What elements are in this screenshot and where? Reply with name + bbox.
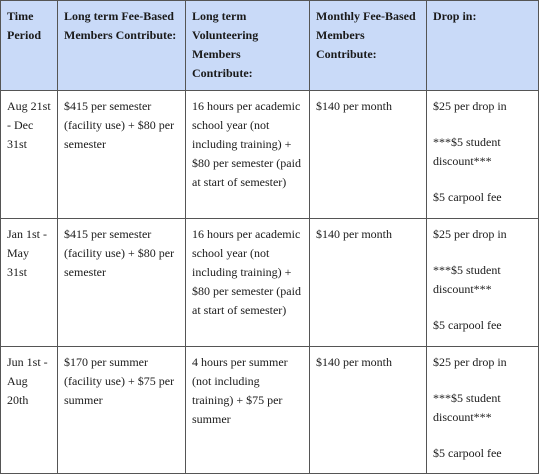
- drop-in-carpool: $5 carpool fee: [433, 318, 502, 332]
- cell-monthly: $140 per month: [310, 347, 427, 474]
- cell-volunteering: 4 hours per summer (not including training) + $75 per summer: [186, 347, 310, 474]
- drop-in-discount: ***$5 student discount***: [433, 391, 501, 424]
- drop-in-price: $25 per drop in: [433, 227, 507, 241]
- cell-period: Aug 21st - Dec 31st: [1, 91, 58, 219]
- cell-monthly: $140 per month: [310, 219, 427, 347]
- cell-monthly: $140 per month: [310, 91, 427, 219]
- cell-period: Jan 1st - May 31st: [1, 219, 58, 347]
- drop-in-carpool: $5 carpool fee: [433, 446, 502, 460]
- drop-in-carpool: $5 carpool fee: [433, 190, 502, 204]
- header-monthly: Monthly Fee-Based Members Contribute:: [310, 1, 427, 91]
- header-fee-based: Long term Fee-Based Members Contribute:: [58, 1, 186, 91]
- table-row: [1, 91, 539, 219]
- header-time-period: Time Period: [1, 1, 58, 91]
- cell-period: Jun 1st - Aug 20th: [1, 347, 58, 474]
- header-drop-in: Drop in:: [427, 1, 539, 91]
- table-row: [1, 347, 539, 474]
- table-row: [1, 219, 539, 347]
- cell-drop-in: [427, 91, 539, 219]
- cell-volunteering: 16 hours per academic school year (not including training) + $80 per semester (paid at start of semester): [186, 219, 310, 347]
- drop-in-discount: ***$5 student discount***: [433, 135, 501, 168]
- cell-fee-based: $170 per summer (facility use) + $75 per summer: [58, 347, 186, 474]
- cell-drop-in: [427, 219, 539, 347]
- cell-volunteering: 16 hours per academic school year (not including training) + $80 per semester (paid at start of semester): [186, 91, 310, 219]
- cell-fee-based: $415 per semester (facility use) + $80 per semester: [58, 91, 186, 219]
- table-header-row: [1, 1, 539, 91]
- cell-drop-in: [427, 347, 539, 474]
- cell-fee-based: $415 per semester (facility use) + $80 per semester: [58, 219, 186, 347]
- drop-in-price: $25 per drop in: [433, 355, 507, 369]
- drop-in-discount: ***$5 student discount***: [433, 263, 501, 296]
- header-volunteering: Long term Volunteering Members Contribute:: [186, 1, 310, 91]
- drop-in-price: $25 per drop in: [433, 99, 507, 113]
